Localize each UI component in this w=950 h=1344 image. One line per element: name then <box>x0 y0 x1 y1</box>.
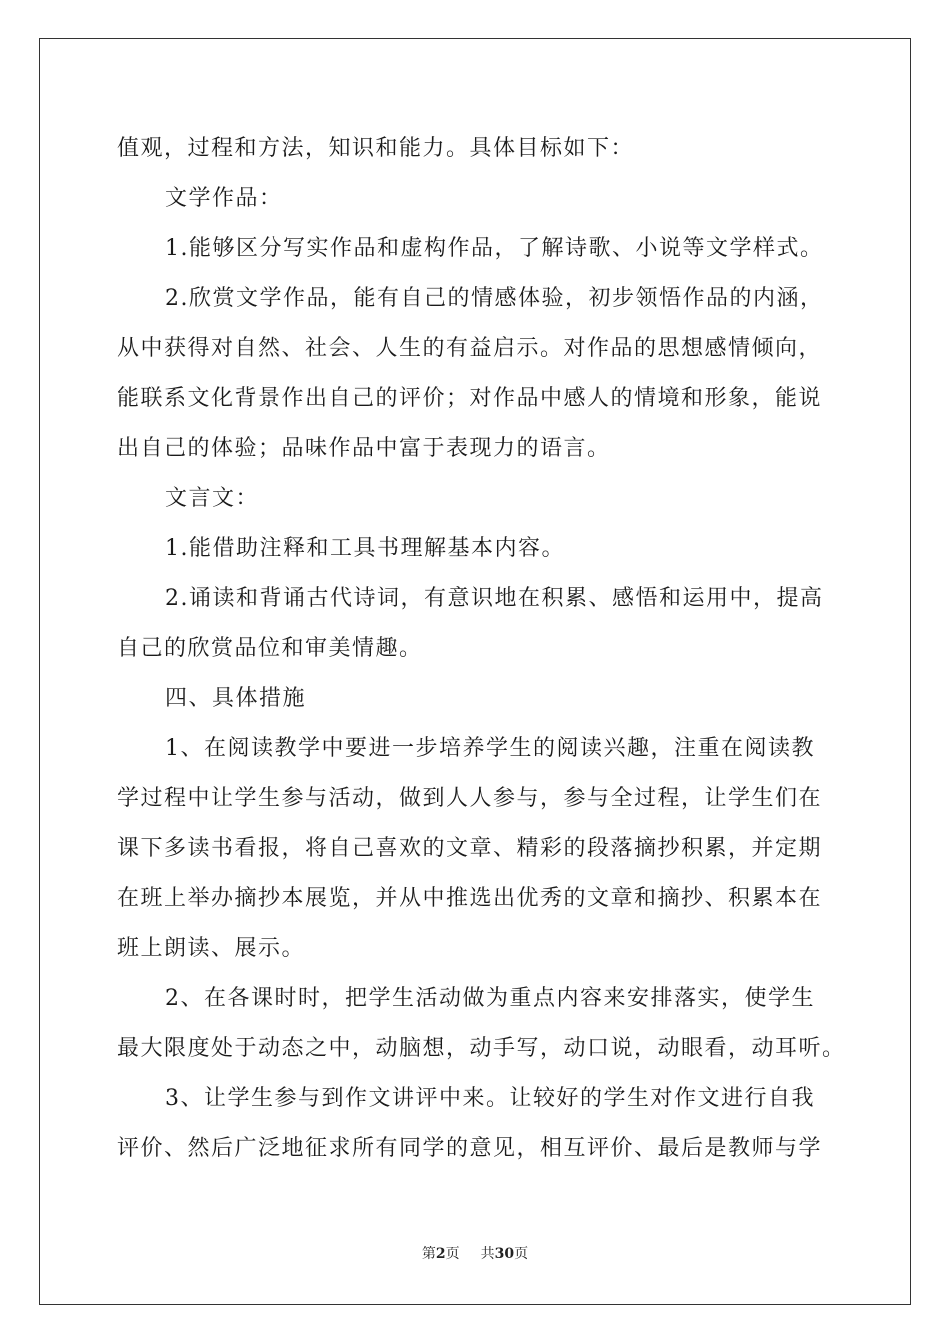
total-prefix: 共 <box>480 1246 495 1262</box>
text-line: 3、让学生参与到作文讲评中来。让较好的学生对作文进行自我 <box>165 1086 815 1111</box>
text-line: 能联系文化背景作出自己的评价；对作品中感人的情境和形象，能说 <box>117 386 823 411</box>
text-line: 1.能够区分写实作品和虚构作品，了解诗歌、小说等文学样式。 <box>165 236 824 261</box>
page-prefix: 第 <box>421 1246 436 1262</box>
section-heading: 文学作品： <box>165 186 283 211</box>
section-heading: 文言文： <box>165 486 260 511</box>
page-number: 2 <box>435 1246 446 1262</box>
text-line: 最大限度处于动态之中，动脑想，动手写，动口说，动眼看，动耳听。 <box>117 1036 846 1061</box>
total-pages: 30 <box>494 1246 515 1262</box>
text-line: 2.诵读和背诵古代诗词，有意识地在积累、感悟和运用中，提高 <box>165 586 824 611</box>
text-line: 出自己的体验；品味作品中富于表现力的语言。 <box>117 436 611 461</box>
text-line: 在班上举办摘抄本展览，并从中推选出优秀的文章和摘抄、积累本在 <box>117 886 823 911</box>
text-line: 1.能借助注释和工具书理解基本内容。 <box>165 536 565 561</box>
text-line: 班上朗读、展示。 <box>117 936 306 961</box>
text-line: 课下多读书看报，将自己喜欢的文章、精彩的段落摘抄积累，并定期 <box>117 836 823 861</box>
text-line: 自己的欣赏品位和审美情趣。 <box>117 636 423 661</box>
page-suffix: 页 <box>445 1246 460 1262</box>
text-line: 2、在各课时时，把学生活动做为重点内容来安排落实，使学生 <box>165 986 815 1011</box>
section-heading: 四、具体措施 <box>165 686 307 711</box>
text-line: 学过程中让学生参与活动，做到人人参与，参与全过程，让学生们在 <box>117 786 823 811</box>
text-line: 2.欣赏文学作品，能有自己的情感体验，初步领悟作品的内涵， <box>165 286 824 311</box>
text-line: 评价、然后广泛地征求所有同学的意见，相互评价、最后是教师与学 <box>117 1136 823 1161</box>
total-suffix: 页 <box>514 1246 529 1262</box>
text-line: 1、在阅读教学中要进一步培养学生的阅读兴趣，注重在阅读教 <box>165 736 815 761</box>
text-line: 值观，过程和方法，知识和能力。具体目标如下： <box>117 136 635 161</box>
page-footer <box>0 1243 950 1263</box>
text-line: 从中获得对自然、社会、人生的有益启示。对作品的思想感情倾向， <box>117 336 823 361</box>
